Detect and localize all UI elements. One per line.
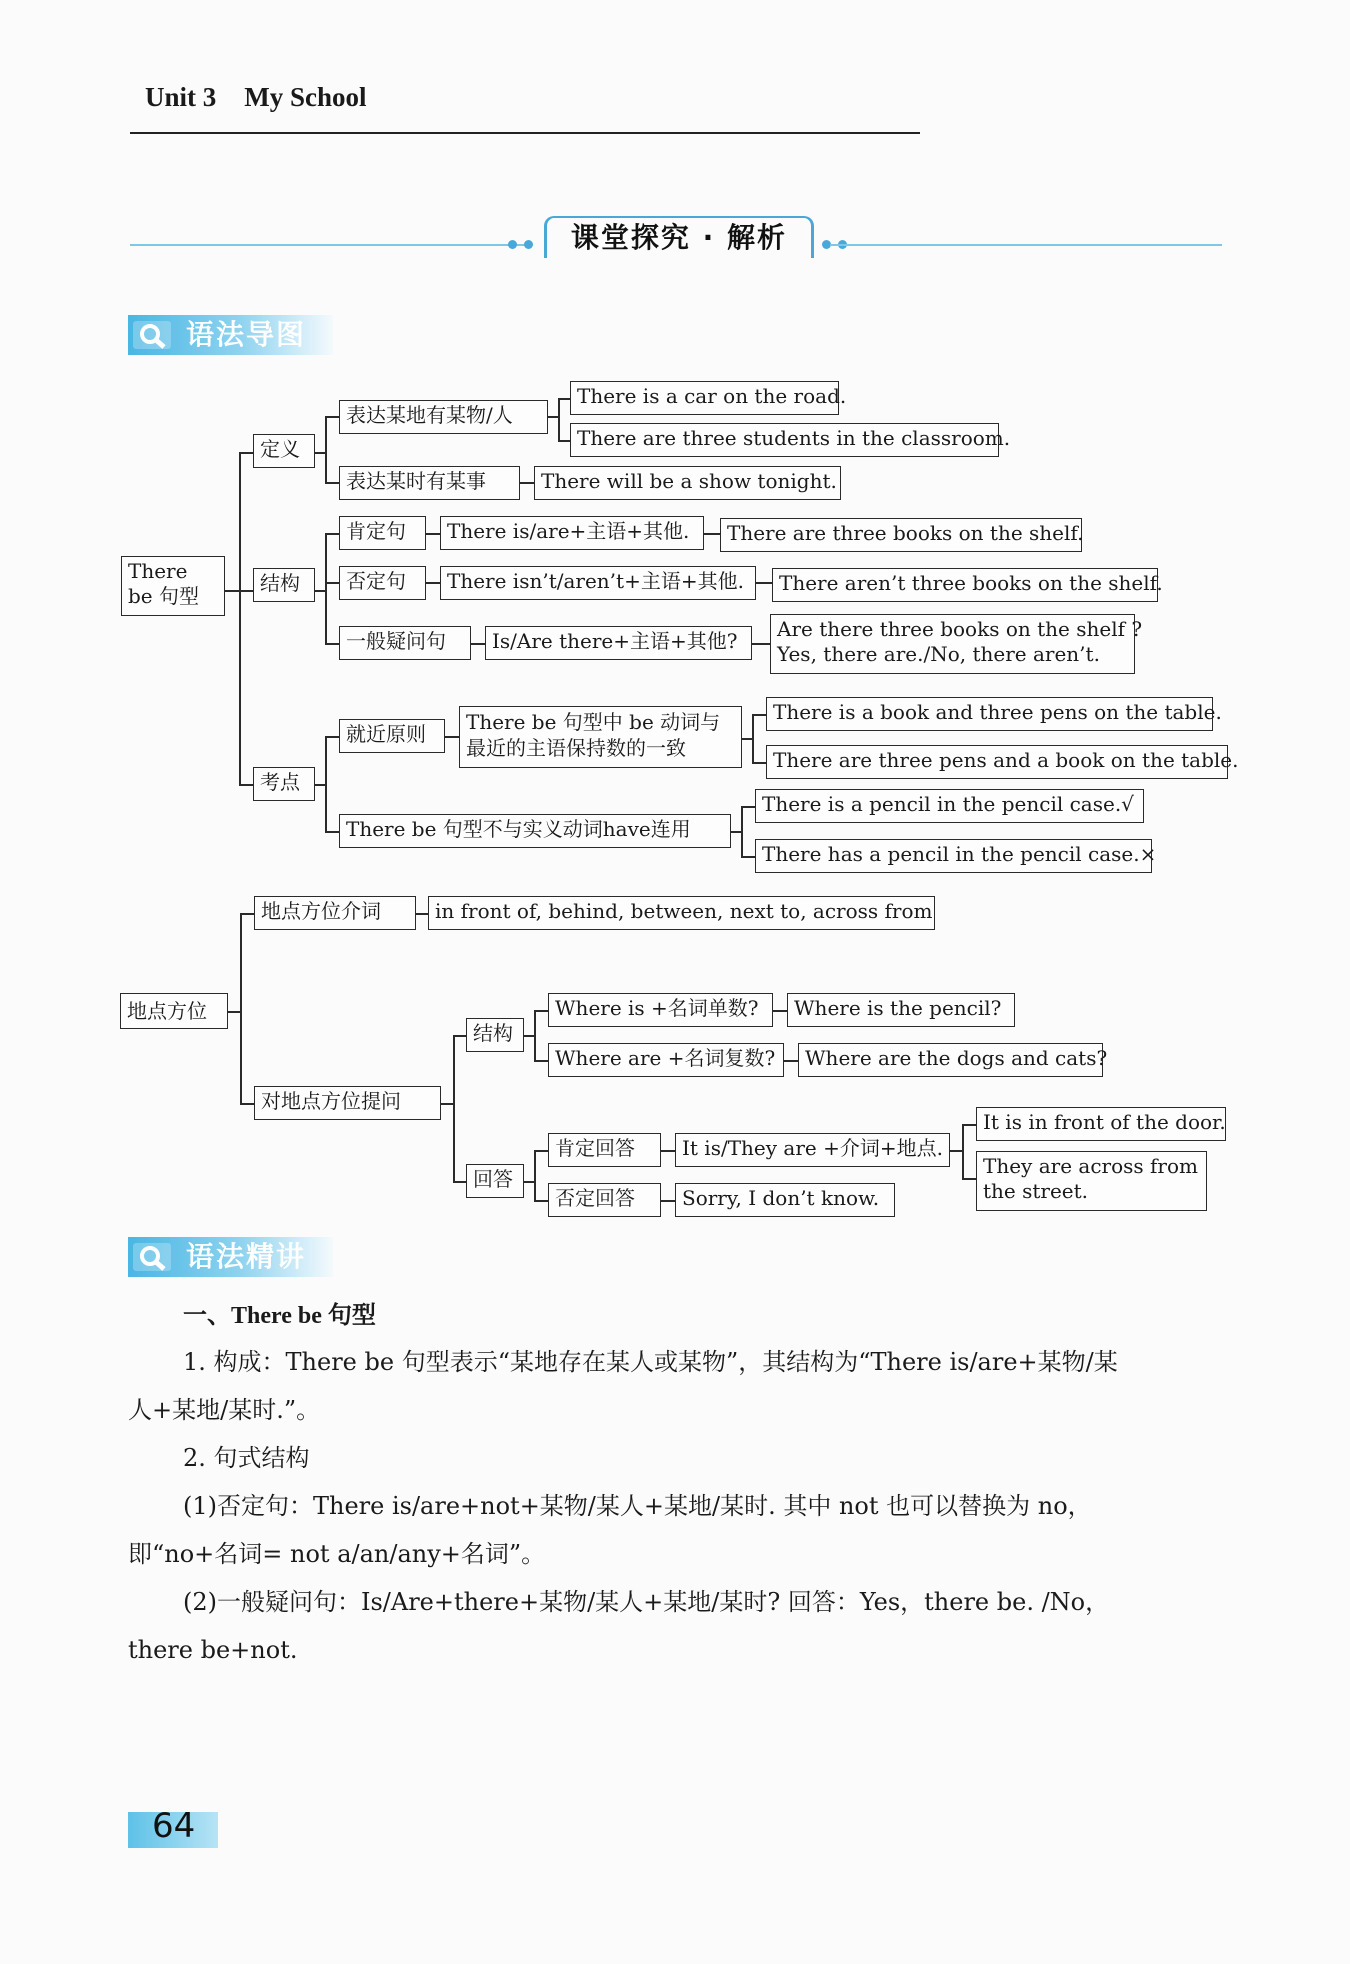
banner-rule-right [830, 244, 1222, 246]
node-answer-negative: 否定回答 [548, 1183, 661, 1217]
example-sorry: Sorry, I don’t know. [675, 1183, 895, 1217]
node-answer: 回答 [466, 1164, 524, 1198]
node-have: There be 句型不与实义动词have连用 [339, 814, 731, 848]
page-number-tab [128, 1806, 218, 1848]
node-prepositions: 地点方位介词 [254, 896, 416, 930]
detail-heading: 一、There be 句型 [183, 1303, 376, 1329]
detail-paragraph-4: (2)一般疑问句：Is/Are+there+某物/某人+某地/某时? 回答：Yes，there be. /No， there be+not. [128, 1588, 1110, 1664]
detail-paragraph-2: 2. 句式结构 [183, 1444, 310, 1472]
node-answer-positive: 肯定回答 [548, 1133, 661, 1167]
node-negative: 否定句 [339, 566, 426, 600]
example-proximity-2: There are three pens and a book on the table. [766, 745, 1228, 779]
unit-title: My School [244, 82, 367, 112]
node-definition: 定义 [253, 434, 315, 468]
example-positive: There are three books on the shelf. [720, 518, 1082, 552]
formula-where-is: Where is +名词单数? [548, 993, 773, 1027]
formula-negative: There isn’t/aren’t+主语+其他. [440, 566, 756, 600]
map-root-location: 地点方位 [120, 993, 228, 1029]
rule-proximity: There be 句型中 be 动词与 最近的主语保持数的一致 [459, 706, 742, 768]
example-negative: There aren’t three books on the shelf. [772, 568, 1158, 602]
banner-dot [508, 240, 517, 249]
example-show: There will be a show tonight. [534, 466, 841, 500]
node-ask-structure: 结构 [466, 1018, 524, 1052]
magnifier-icon [132, 1242, 172, 1272]
section-banner: 课堂探究 · 解析 [544, 216, 814, 258]
node-positive: 肯定句 [339, 516, 426, 550]
unit-label: Unit 3 [145, 82, 217, 112]
formula-answer-positive: It is/They are +介词+地点. [675, 1133, 950, 1167]
node-time: 表达某时有某事 [339, 466, 520, 500]
example-students: There are three students in the classroom. [570, 423, 999, 457]
example-across: They are across from the street. [976, 1151, 1207, 1211]
running-header [145, 82, 367, 113]
example-door: It is in front of the door. [976, 1107, 1226, 1141]
node-ask-location: 对地点方位提问 [254, 1086, 441, 1120]
banner-dot [524, 240, 533, 249]
banner-rule-left [130, 244, 530, 246]
page-number: 64 [152, 1806, 196, 1846]
example-question: Are there three books on the shelf ? Yes, there are./No, there aren’t. [770, 614, 1135, 674]
node-question: 一般疑问句 [339, 626, 471, 660]
example-where-is: Where is the pencil? [787, 993, 1015, 1027]
header-rule [130, 132, 920, 134]
node-points: 考点 [253, 767, 315, 801]
magnifier-icon [132, 320, 172, 350]
example-proximity-1: There is a book and three pens on the table. [766, 697, 1213, 731]
example-where-are: Where are the dogs and cats? [798, 1043, 1103, 1077]
section-title-map: 语法导图 [128, 315, 333, 355]
detail-paragraph-3: (1)否定句：There is/are+not+某物/某人+某地/某时. 其中 not 也可以替换为 no， 即“no+名词= not a/an/any+名词”。 [128, 1492, 1092, 1568]
example-have-correct: There is a pencil in the pencil case.√ [755, 789, 1144, 823]
example-have-wrong: There has a pencil in the pencil case.× [755, 839, 1152, 873]
node-structure: 结构 [253, 568, 315, 602]
detail-paragraph-1: 1. 构成：There be 句型表示“某地存在某人或某物”，其结构为“There is/are+某物/某 人+某地/某时.”。 [128, 1348, 1118, 1424]
example-car: There is a car on the road. [570, 381, 839, 415]
section-title-detail: 语法精讲 [128, 1237, 333, 1277]
formula-where-are: Where are +名词复数? [548, 1043, 784, 1077]
map-root-there-be: There be 句型 [121, 556, 225, 616]
formula-question: Is/Are there+主语+其他? [485, 626, 752, 660]
preposition-list: in front of, behind, between, next to, across from [428, 896, 935, 930]
node-proximity: 就近原则 [339, 719, 445, 753]
formula-positive: There is/are+主语+其他. [440, 516, 704, 550]
node-place: 表达某地有某物/人 [339, 400, 548, 434]
